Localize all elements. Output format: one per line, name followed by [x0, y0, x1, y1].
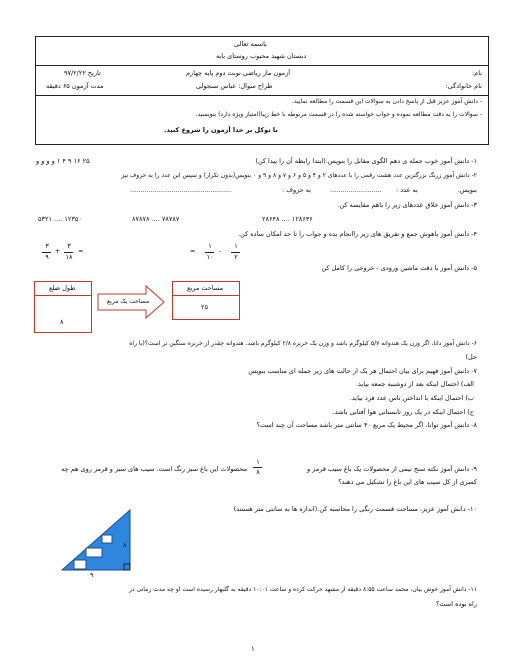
q3-pair-2: ۸۷۸۷۸ .... ۷۸۷۸۷: [132, 215, 180, 223]
question-5: ۵- دانش آموز با دقت ماشین ورودی - خروجی را کامل کن: [321, 264, 477, 272]
exam-duration: مدت آزمون ۶۵ دقیقه: [46, 82, 104, 90]
q4-frac2-den: ۱۸: [65, 253, 73, 261]
question-9: ۹- دانش آموز نکته سنج نیمی از محصولات یک باغ سیب قرمز و: [306, 465, 477, 473]
q4-equals: =: [190, 247, 196, 255]
machine-input-title: طول ضلع: [49, 284, 76, 292]
exam-date: تاریخ ۹۷/۲/۲۲: [64, 69, 101, 77]
question-2: ۲- دانش آموز زرنگ بزرگترین عدد هشت رقمی را با عددهای ۲ و ۴ و ۵ و ۶ و ۷ و ۸ و ۹ و ۰ بنویس(بدون تکرار) و سپس این عدد را به حروف نیز: [121, 172, 477, 179]
machine-output-title: مساحت مربع: [187, 284, 224, 292]
q4-frac3-num: ۱: [234, 242, 238, 250]
q4-frac3-den: ۲: [234, 253, 238, 261]
instruction-note-1: - دانش آموز عزیز قبل از پاسخ دادن به سوالات این قسمت را مطالعه نمایید.: [291, 98, 482, 105]
machine-output-box: [172, 281, 240, 320]
q4-frac4-num: ۱: [208, 242, 212, 250]
school-name: دبستان شهید محبوب روستای بابه: [216, 52, 307, 60]
q9-frac-num: ۱: [256, 458, 260, 466]
figure-base-label: ۹: [90, 571, 94, 579]
question-11: ۱۱- دانش آموز خوش بیان، محمد ساعت ۸:۵۵ دقیقه از مشهد حرکت کرده و ساعت ۱۰:۰۱ دقیقه به گلبهار رسیده است او چه مدت زمانی در: [129, 586, 477, 593]
page-number: ۱: [251, 645, 255, 653]
q4-minus: -: [219, 247, 222, 255]
question-9-b: محصولات این باغ سبز رنگ است. سیب های سبز و قرمز روی هم چه: [61, 465, 247, 473]
exam-header: [35, 36, 489, 145]
machine-input-value: ۸: [60, 318, 64, 326]
q4-plus: +: [55, 247, 61, 255]
q4-equals-2: =: [78, 247, 84, 255]
q4-frac1-den: ۹: [45, 253, 49, 261]
q2-words-blank[interactable]: .................................................: [130, 186, 232, 194]
q9-frac-den: ۸: [256, 468, 260, 476]
q4-frac1-num: ۳: [45, 242, 49, 250]
bismillah: باسمه تعالی: [234, 40, 267, 48]
shaded-area-figure: [52, 508, 134, 578]
machine-output-value: ۲۵: [201, 303, 208, 311]
q3-pair-1: ۲۸۶۴۸ .... ۱۲۸۶۴۶: [262, 215, 313, 223]
name-label: نام:: [471, 69, 482, 77]
q2-number-blank[interactable]: .........................: [330, 186, 382, 194]
q2-words-label: به حروف :: [282, 186, 312, 194]
question-4: ۴- دانش آموز باهوش جمع و تفریق های زیر راانجام بده و جواب را تا حد امکان ساده کن.: [238, 230, 477, 238]
exam-title: آزمون ماز ریاضی نوبت دوم پایه چهارم: [186, 69, 291, 77]
q3-pair-3: ۵۳۲۱ .... ۱۲۳۵۰: [38, 215, 82, 223]
question-3: ۳- دانش آموز خلاق عددهای زیر را باهم مقایسه کن.: [337, 201, 477, 209]
question-8: ۸- دانش آموز توانا، اگر محیط یک مربع ۴۰ سانتی متر باشد مساحت آن چند است؟: [256, 421, 477, 429]
question-7: ۷- دانش آموز فهیم برای بیان احتمال هر یک از حالت های زیر جمله ای مناسب بنویس: [248, 367, 477, 375]
q7-part-c: ج) احتمال اینکه در یک روز تابستانی هوا آفتابی باشد.: [332, 408, 474, 416]
q7-part-a: الف) احتمال اینکه بعد از دوشنبه جمعه بیاید.: [355, 380, 474, 388]
good-luck-line: با توکل بر خدا آزمون را شروع کنید.: [164, 126, 278, 134]
machine-output-divider: [173, 295, 239, 296]
question-6-cont: حل): [465, 353, 477, 361]
machine-input-box: [34, 281, 92, 333]
instruction-note-2: - سوالات را به دقت مطالعه نموده و جواب خواسته شده را در قسمت مربوطه با خط زیبا(امتیاز ویژه دارد) بنویسید.: [195, 111, 482, 118]
family-label: نام خانوادگی:: [445, 82, 482, 90]
figure-side-label: ۸: [123, 541, 127, 549]
question-9-cont: کسری از کل سیب های این باغ را تشکیل می دهند؟: [338, 478, 477, 486]
question-10: ۱۰- دانش آموز عزیز، مساحت قسمت رنگی را محاسبه کن.(اندازه ها به سانتی متر هستند): [233, 505, 477, 513]
question-designer: طراح سوال: عباس سنجولی: [196, 82, 273, 90]
question-1: ۱- دانش آموز خوب جمله ی دهم الگوی مقابل را بنویس.(ابتدا رابطه آن را پیدا کن): [255, 157, 477, 165]
q2-number-label: به عدد :: [396, 186, 418, 194]
question-6: ۶- دانش آموز دانا، اگر وزن یک هندوانه ۵/۷ کیلوگرم باشد و وزن یک خربزه ۲/۸ کیلوگرم باشد. هندوانه چقدر از خربزه سنگین تر است؟(با راه: [129, 340, 477, 347]
q7-part-b: ب) احتمال اینکه با انداختن تاس عدد فرد بیاید.: [349, 394, 474, 402]
question-11-cont: راه بوده است؟: [435, 600, 477, 608]
q4-frac2-num: ۳: [67, 242, 71, 250]
machine-input-divider: [35, 295, 91, 296]
q4-frac4-den: ۱۰: [206, 253, 214, 261]
header-divider: [36, 95, 488, 96]
header-divider: [36, 65, 488, 66]
machine-operation-label: مساحت یک مربع: [107, 298, 150, 305]
q2-write: بنویس.: [457, 186, 477, 194]
q1-pattern: ۲۵ ۱۶ ۹ ۴ ۱ و و و و: [36, 157, 90, 165]
